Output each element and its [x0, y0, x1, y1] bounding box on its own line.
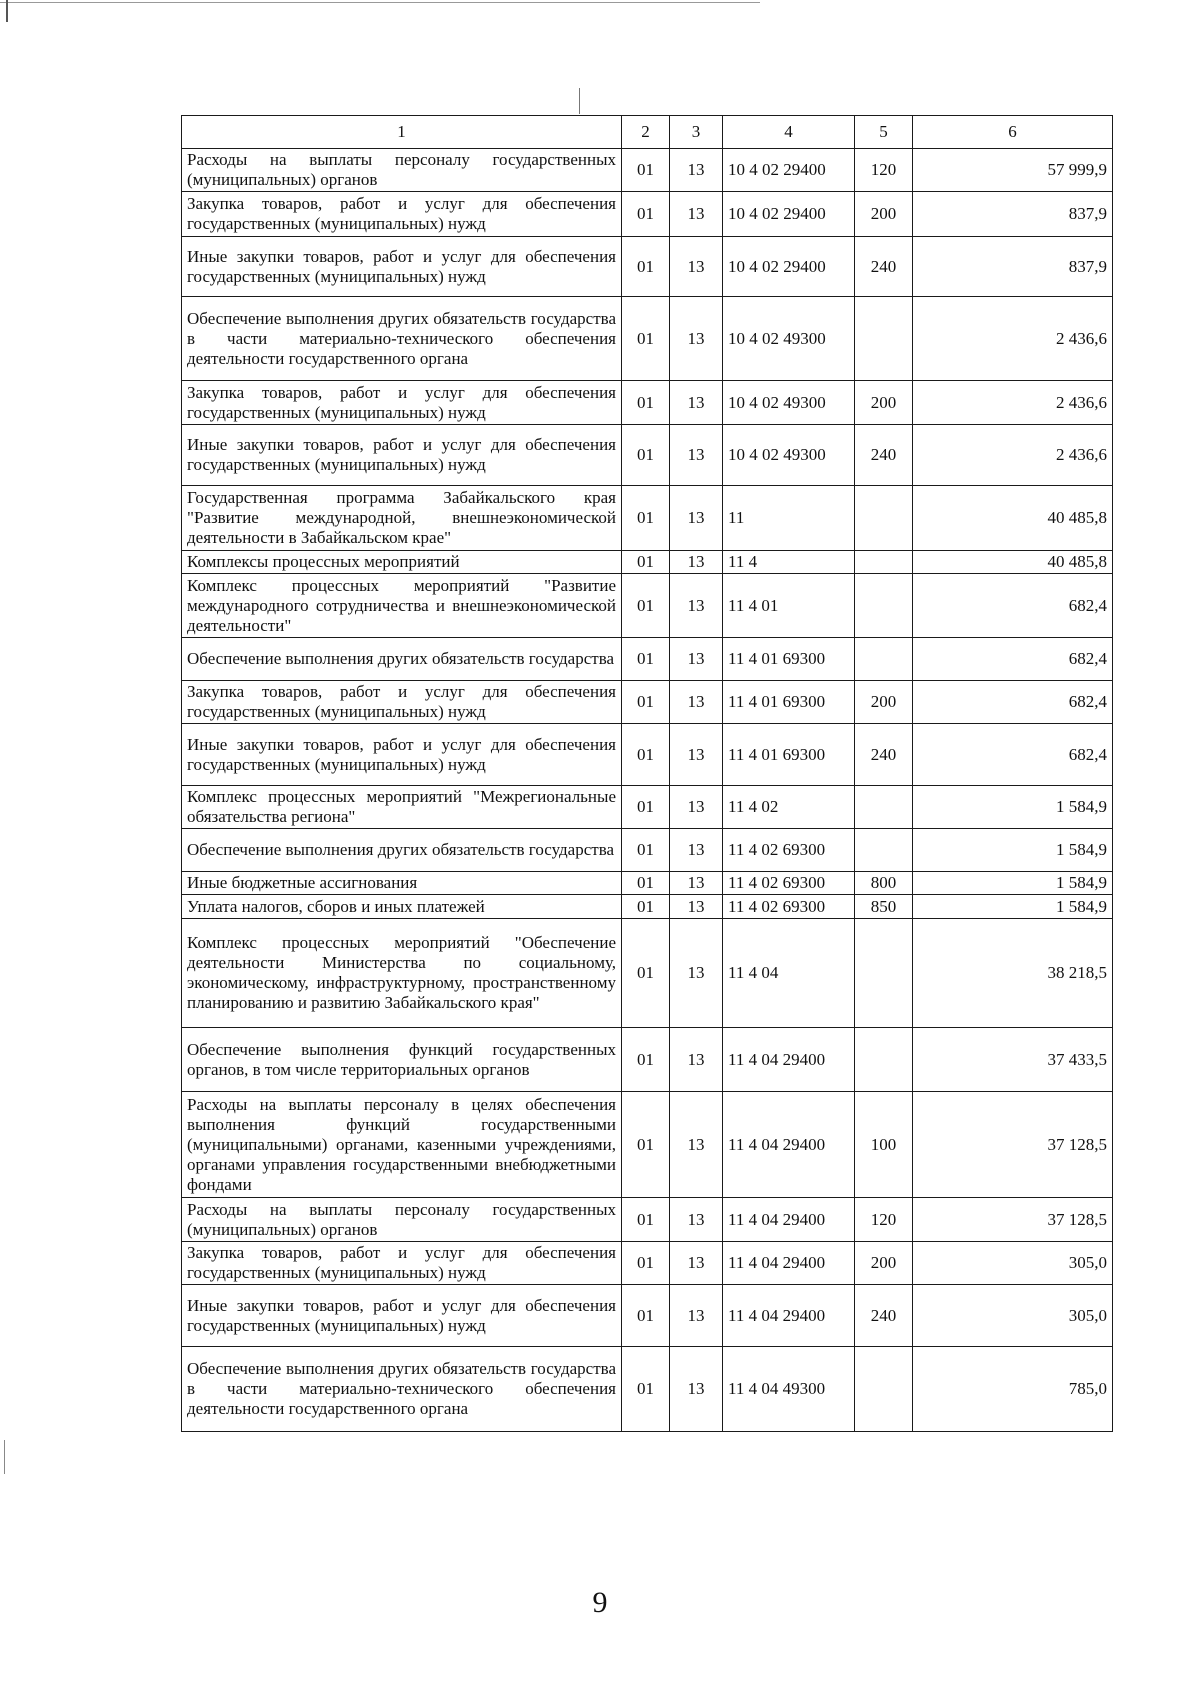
row-name: Обеспечение выполнения других обязательств государства: [182, 829, 622, 872]
row-expense-type: 200: [855, 681, 913, 724]
row-name: Закупка товаров, работ и услуг для обеспечения государственных (муниципальных) нужд: [182, 681, 622, 724]
row-name: Комплекс процессных мероприятий "Обеспечение деятельности Министерства по социальному, экономическому, инфраструктурному, пространственному планированию и развитию Забайкальского края": [182, 919, 622, 1028]
table-header-row: [182, 116, 1113, 149]
page-number: 9: [592, 1586, 608, 1619]
row-amount: 37 433,5: [913, 1028, 1113, 1092]
row-target-article: 10 4 02 29400: [723, 192, 855, 237]
row-amount: 1 584,9: [913, 829, 1113, 872]
row-amount: 837,9: [913, 237, 1113, 297]
row-subsection: 13: [670, 237, 723, 297]
table-row: [182, 237, 1113, 297]
row-amount: 2 436,6: [913, 297, 1113, 381]
budget-table: [181, 115, 1113, 1432]
row-name: Иные закупки товаров, работ и услуг для обеспечения государственных (муниципальных) нужд: [182, 425, 622, 486]
row-expense-type: [855, 486, 913, 551]
row-target-article: 10 4 02 29400: [723, 149, 855, 192]
table-row: [182, 425, 1113, 486]
row-section: 01: [622, 486, 670, 551]
row-expense-type: 240: [855, 1285, 913, 1347]
row-expense-type: [855, 1347, 913, 1432]
row-amount: 1 584,9: [913, 872, 1113, 895]
row-name: Расходы на выплаты персоналу в целях обеспечения выполнения функций государственными (муниципальными) органами, казенными учреждениями, органами управления государственными внебюджетными фондами: [182, 1092, 622, 1198]
table-row: [182, 829, 1113, 872]
table-row: [182, 872, 1113, 895]
header-col-1: 1: [182, 116, 622, 149]
row-amount: 682,4: [913, 574, 1113, 638]
table-row: [182, 638, 1113, 681]
header-col-6: 6: [913, 116, 1113, 149]
row-expense-type: 240: [855, 724, 913, 786]
row-amount: 37 128,5: [913, 1198, 1113, 1242]
row-section: 01: [622, 425, 670, 486]
row-section: 01: [622, 872, 670, 895]
row-expense-type: 200: [855, 192, 913, 237]
row-expense-type: [855, 297, 913, 381]
row-target-article: 11 4: [723, 551, 855, 574]
row-subsection: 13: [670, 829, 723, 872]
row-amount: 40 485,8: [913, 551, 1113, 574]
table-row: [182, 551, 1113, 574]
row-subsection: 13: [670, 192, 723, 237]
row-section: 01: [622, 1198, 670, 1242]
row-target-article: 10 4 02 29400: [723, 237, 855, 297]
row-amount: 682,4: [913, 638, 1113, 681]
row-section: 01: [622, 1347, 670, 1432]
header-col-5: 5: [855, 116, 913, 149]
row-amount: 57 999,9: [913, 149, 1113, 192]
row-expense-type: 850: [855, 895, 913, 919]
row-target-article: 11 4 04 29400: [723, 1285, 855, 1347]
row-subsection: 13: [670, 895, 723, 919]
row-subsection: 13: [670, 574, 723, 638]
row-subsection: 13: [670, 724, 723, 786]
row-amount: 682,4: [913, 724, 1113, 786]
row-target-article: 11 4 04 29400: [723, 1198, 855, 1242]
row-target-article: 11: [723, 486, 855, 551]
row-expense-type: [855, 638, 913, 681]
row-name: Закупка товаров, работ и услуг для обеспечения государственных (муниципальных) нужд: [182, 381, 622, 425]
header-col-4: 4: [723, 116, 855, 149]
row-subsection: 13: [670, 1285, 723, 1347]
row-target-article: 11 4 04: [723, 919, 855, 1028]
row-amount: 2 436,6: [913, 381, 1113, 425]
table-row: [182, 786, 1113, 829]
table-row: [182, 1028, 1113, 1092]
row-target-article: 11 4 01 69300: [723, 681, 855, 724]
table-row: [182, 297, 1113, 381]
row-target-article: 10 4 02 49300: [723, 381, 855, 425]
row-section: 01: [622, 895, 670, 919]
row-subsection: 13: [670, 1028, 723, 1092]
row-name: Обеспечение выполнения других обязательств государства: [182, 638, 622, 681]
row-amount: 1 584,9: [913, 786, 1113, 829]
row-section: 01: [622, 1028, 670, 1092]
row-expense-type: 120: [855, 1198, 913, 1242]
row-expense-type: [855, 1028, 913, 1092]
scan-edge-mark: [6, 0, 8, 22]
table-row: [182, 1285, 1113, 1347]
row-target-article: 11 4 04 29400: [723, 1242, 855, 1285]
row-amount: 785,0: [913, 1347, 1113, 1432]
row-section: 01: [622, 297, 670, 381]
row-expense-type: 240: [855, 425, 913, 486]
row-section: 01: [622, 551, 670, 574]
row-subsection: 13: [670, 786, 723, 829]
row-target-article: 11 4 04 29400: [723, 1028, 855, 1092]
row-name: Обеспечение выполнения других обязательств государства в части материально-технического обеспечения деятельности государственного органа: [182, 297, 622, 381]
row-target-article: 11 4 02 69300: [723, 829, 855, 872]
row-section: 01: [622, 638, 670, 681]
row-name: Государственная программа Забайкальского края "Развитие международной, внешнеэкономической деятельности в Забайкальском крае": [182, 486, 622, 551]
table-row: [182, 192, 1113, 237]
table-row: [182, 724, 1113, 786]
row-subsection: 13: [670, 681, 723, 724]
row-subsection: 13: [670, 149, 723, 192]
row-name: Комплекс процессных мероприятий "Развитие международного сотрудничества и внешнеэкономической деятельности": [182, 574, 622, 638]
row-amount: 37 128,5: [913, 1092, 1113, 1198]
header-col-2: 2: [622, 116, 670, 149]
row-subsection: 13: [670, 638, 723, 681]
row-section: 01: [622, 681, 670, 724]
table-row: [182, 1092, 1113, 1198]
row-subsection: 13: [670, 381, 723, 425]
row-name: Комплекс процессных мероприятий "Межрегиональные обязательства региона": [182, 786, 622, 829]
row-expense-type: 200: [855, 381, 913, 425]
row-section: 01: [622, 786, 670, 829]
row-section: 01: [622, 237, 670, 297]
row-subsection: 13: [670, 425, 723, 486]
row-expense-type: 120: [855, 149, 913, 192]
row-target-article: 11 4 01 69300: [723, 638, 855, 681]
row-section: 01: [622, 1242, 670, 1285]
row-section: 01: [622, 574, 670, 638]
row-subsection: 13: [670, 1347, 723, 1432]
row-section: 01: [622, 724, 670, 786]
row-amount: 40 485,8: [913, 486, 1113, 551]
header-col-3: 3: [670, 116, 723, 149]
row-name: Иные закупки товаров, работ и услуг для обеспечения государственных (муниципальных) нужд: [182, 724, 622, 786]
row-subsection: 13: [670, 297, 723, 381]
row-target-article: 11 4 02 69300: [723, 872, 855, 895]
row-expense-type: 800: [855, 872, 913, 895]
table-row: [182, 1347, 1113, 1432]
row-name: Обеспечение выполнения функций государственных органов, в том числе территориальных органов: [182, 1028, 622, 1092]
row-section: 01: [622, 1285, 670, 1347]
row-amount: 2 436,6: [913, 425, 1113, 486]
row-section: 01: [622, 1092, 670, 1198]
row-name: Закупка товаров, работ и услуг для обеспечения государственных (муниципальных) нужд: [182, 192, 622, 237]
row-target-article: 10 4 02 49300: [723, 297, 855, 381]
row-subsection: 13: [670, 872, 723, 895]
row-section: 01: [622, 919, 670, 1028]
row-subsection: 13: [670, 551, 723, 574]
table-row: [182, 149, 1113, 192]
row-section: 01: [622, 381, 670, 425]
fold-mark: [579, 88, 580, 114]
row-expense-type: 100: [855, 1092, 913, 1198]
row-subsection: 13: [670, 919, 723, 1028]
table-row: [182, 919, 1113, 1028]
table-row: [182, 486, 1113, 551]
row-name: Комплексы процессных мероприятий: [182, 551, 622, 574]
table-row: [182, 1242, 1113, 1285]
row-section: 01: [622, 149, 670, 192]
row-subsection: 13: [670, 486, 723, 551]
row-target-article: 11 4 01 69300: [723, 724, 855, 786]
row-name: Расходы на выплаты персоналу государственных (муниципальных) органов: [182, 149, 622, 192]
table-row: [182, 681, 1113, 724]
row-expense-type: 200: [855, 1242, 913, 1285]
row-name: Закупка товаров, работ и услуг для обеспечения государственных (муниципальных) нужд: [182, 1242, 622, 1285]
row-name: Иные закупки товаров, работ и услуг для обеспечения государственных (муниципальных) нужд: [182, 237, 622, 297]
row-amount: 1 584,9: [913, 895, 1113, 919]
row-name: Обеспечение выполнения других обязательств государства в части материально-технического обеспечения деятельности государственного органа: [182, 1347, 622, 1432]
row-subsection: 13: [670, 1092, 723, 1198]
table-row: [182, 574, 1113, 638]
row-target-article: 11 4 04 49300: [723, 1347, 855, 1432]
row-target-article: 11 4 01: [723, 574, 855, 638]
row-section: 01: [622, 829, 670, 872]
row-expense-type: [855, 919, 913, 1028]
row-name: Уплата налогов, сборов и иных платежей: [182, 895, 622, 919]
table-row: [182, 895, 1113, 919]
row-name: Иные бюджетные ассигнования: [182, 872, 622, 895]
row-target-article: 11 4 02 69300: [723, 895, 855, 919]
row-expense-type: 240: [855, 237, 913, 297]
row-amount: 837,9: [913, 192, 1113, 237]
row-subsection: 13: [670, 1242, 723, 1285]
row-name: Расходы на выплаты персоналу государственных (муниципальных) органов: [182, 1198, 622, 1242]
table-row: [182, 1198, 1113, 1242]
row-expense-type: [855, 574, 913, 638]
row-name: Иные закупки товаров, работ и услуг для обеспечения государственных (муниципальных) нужд: [182, 1285, 622, 1347]
scan-edge-mark: [4, 1440, 5, 1474]
row-target-article: 11 4 02: [723, 786, 855, 829]
row-expense-type: [855, 786, 913, 829]
scan-edge-line: [0, 2, 760, 3]
row-target-article: 10 4 02 49300: [723, 425, 855, 486]
row-amount: 305,0: [913, 1285, 1113, 1347]
row-section: 01: [622, 192, 670, 237]
row-subsection: 13: [670, 1198, 723, 1242]
row-amount: 305,0: [913, 1242, 1113, 1285]
row-amount: 682,4: [913, 681, 1113, 724]
row-amount: 38 218,5: [913, 919, 1113, 1028]
table-row: [182, 381, 1113, 425]
row-expense-type: [855, 551, 913, 574]
row-expense-type: [855, 829, 913, 872]
row-target-article: 11 4 04 29400: [723, 1092, 855, 1198]
